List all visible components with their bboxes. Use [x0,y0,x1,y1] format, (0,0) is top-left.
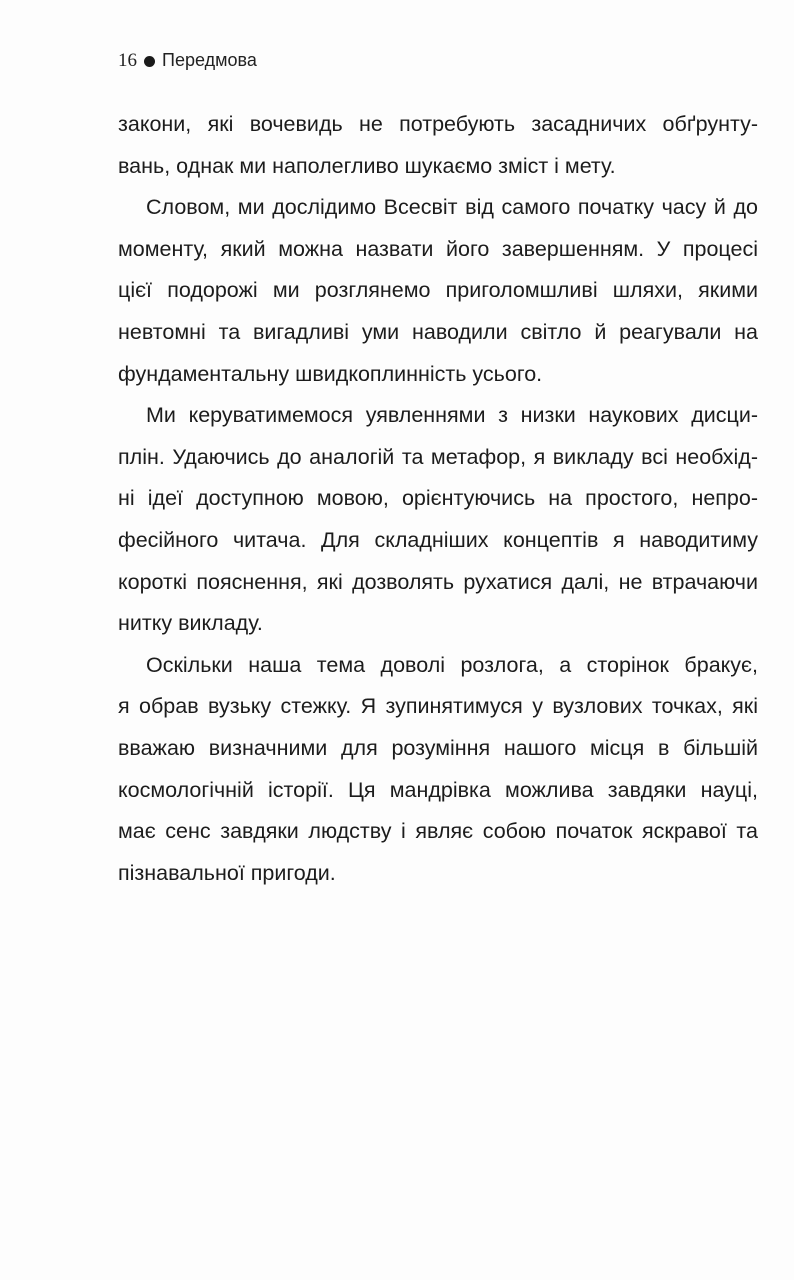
text-line: невтомні та вигадливі уми наводили світло й реагували на [118,319,758,344]
page-number: 16 [118,50,137,71]
text-line: моменту, який можна назвати його завершенням. У процесі [118,236,758,261]
section-title: Передмова [162,50,257,70]
body-text [118,104,758,894]
bullet-dot-icon [144,56,155,67]
text-line: має сенс завдяки людству і являє собою початок яскравої та [118,819,758,844]
text-line: вань, однак ми наполегливо шукаємо зміст і мету. [118,153,616,178]
text-line: цієї подорожі ми розглянемо приголомшливі шляхи, якими [118,278,758,303]
text-line: фесійного читача. Для складніших концептів я наводитиму [118,527,758,552]
text-line: закони, які вочевидь не потребують засадничих обґрунту- [118,112,758,136]
text-line: короткі пояснення, які дозволять рухатися далі, не втрачаючи [118,569,758,594]
text-line: плін. Удаючись до аналогій та метафор, я викладу всі необхід- [118,444,758,469]
text-line: я обрав вузьку стежку. Я зупинятимуся у вузлових точках, які [118,694,758,719]
text-line: вважаю визначними для розуміння нашого місця в більшій [118,735,758,760]
text-line: Ми керуватимемося уявленнями з низки наукових дисци- [146,403,758,428]
text-line: Словом, ми дослідимо Всесвіт від самого початку часу й до [146,195,758,220]
text-line: фундаментальну швидкоплинність усього. [118,361,543,386]
text-line: космологічній історії. Ця мандрівка можлива завдяки науці, [118,777,758,802]
text-line: Оскільки наша тема доволі розлога, а сторінок бракує, [146,652,758,677]
text-line: пізнавальної пригоди. [118,860,336,885]
running-head [118,48,257,73]
text-line: ні ідеї доступною мовою, орієнтуючись на простого, непро- [118,486,758,511]
text-line: нитку викладу. [118,611,263,636]
